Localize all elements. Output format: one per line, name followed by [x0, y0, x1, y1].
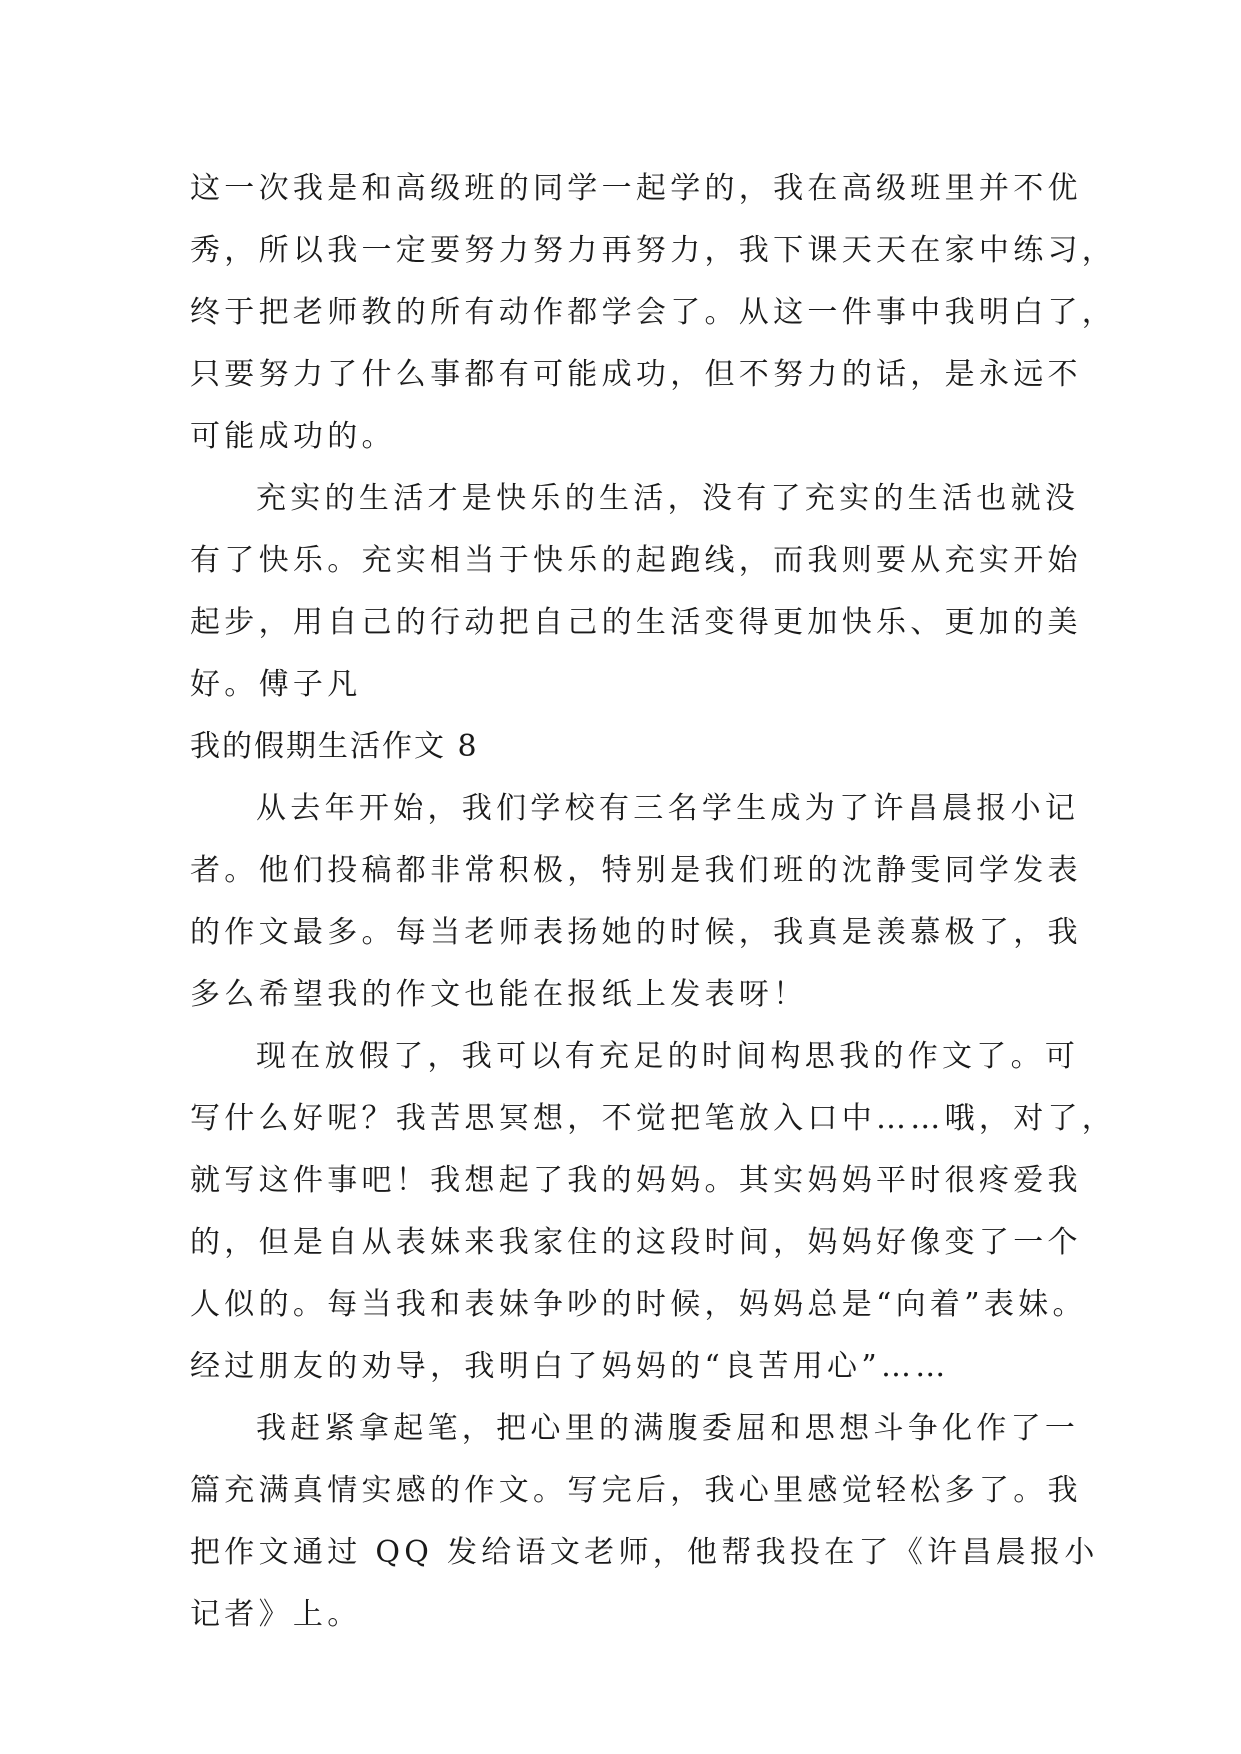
paragraph-5	[190, 1398, 1099, 1646]
text-line: 我赶紧拿起笔，把心里的满腹委屈和思想斗争化作了一	[256, 1411, 1080, 1446]
text-line: 秀，所以我一定要努力努力再努力，我下课天天在家中练习，	[190, 233, 1117, 268]
heading-text: 我的假期生活作文 8	[190, 729, 479, 764]
text-line: 这一次我是和高级班的同学一起学的，我在高级班里并不优	[190, 171, 1082, 206]
text-line: 写什么好呢？我苦思冥想，不觉把笔放入口中……哦，对了，	[190, 1101, 1117, 1136]
text-line: 经过朋友的劝导，我明白了妈妈的“良苦用心”……	[190, 1349, 950, 1384]
text-line: 的作文最多。每当老师表扬她的时候，我真是羡慕极了，我	[190, 915, 1082, 950]
text-line: 现在放假了，我可以有充足的时间构思我的作文了。可	[256, 1039, 1080, 1074]
document-body	[190, 158, 1117, 1646]
text-line: 就写这件事吧！我想起了我的妈妈。其实妈妈平时很疼爱我	[190, 1163, 1082, 1198]
text-line: 好。傅子凡	[190, 667, 362, 702]
text-line: 起步，用自己的行动把自己的生活变得更加快乐、更加的美	[190, 605, 1082, 640]
paragraph-3	[190, 778, 1090, 1026]
text-line: 可能成功的。	[190, 419, 396, 454]
text-line: 把作文通过 QQ 发给语文老师，他帮我投在了《许昌晨报小	[190, 1535, 1099, 1570]
text-line: 只要努力了什么事都有可能成功，但不努力的话，是永远不	[190, 357, 1082, 392]
paragraph-4	[190, 1026, 1117, 1398]
text-line: 终于把老师教的所有动作都学会了。从这一件事中我明白了，	[190, 295, 1117, 330]
text-line: 者。他们投稿都非常积极，特别是我们班的沈静雯同学发表	[190, 853, 1082, 888]
text-line: 篇充满真情实感的作文。写完后，我心里感觉轻松多了。我	[190, 1473, 1082, 1508]
text-line: 有了快乐。充实相当于快乐的起跑线，而我则要从充实开始	[190, 543, 1082, 578]
text-line: 人似的。每当我和表妹争吵的时候，妈妈总是“向着”表妹。	[190, 1287, 1087, 1322]
text-line: 多么希望我的作文也能在报纸上发表呀！	[190, 977, 808, 1012]
text-line: 充实的生活才是快乐的生活，没有了充实的生活也就没	[256, 481, 1080, 516]
text-line: 的，但是自从表妹来我家住的这段时间，妈妈好像变了一个	[190, 1225, 1082, 1260]
text-line: 从去年开始，我们学校有三名学生成为了许昌晨报小记	[256, 791, 1080, 826]
text-line: 记者》上。	[190, 1597, 362, 1632]
paragraph-2	[190, 468, 1090, 716]
section-heading	[190, 716, 1090, 778]
paragraph-1	[190, 158, 1117, 468]
